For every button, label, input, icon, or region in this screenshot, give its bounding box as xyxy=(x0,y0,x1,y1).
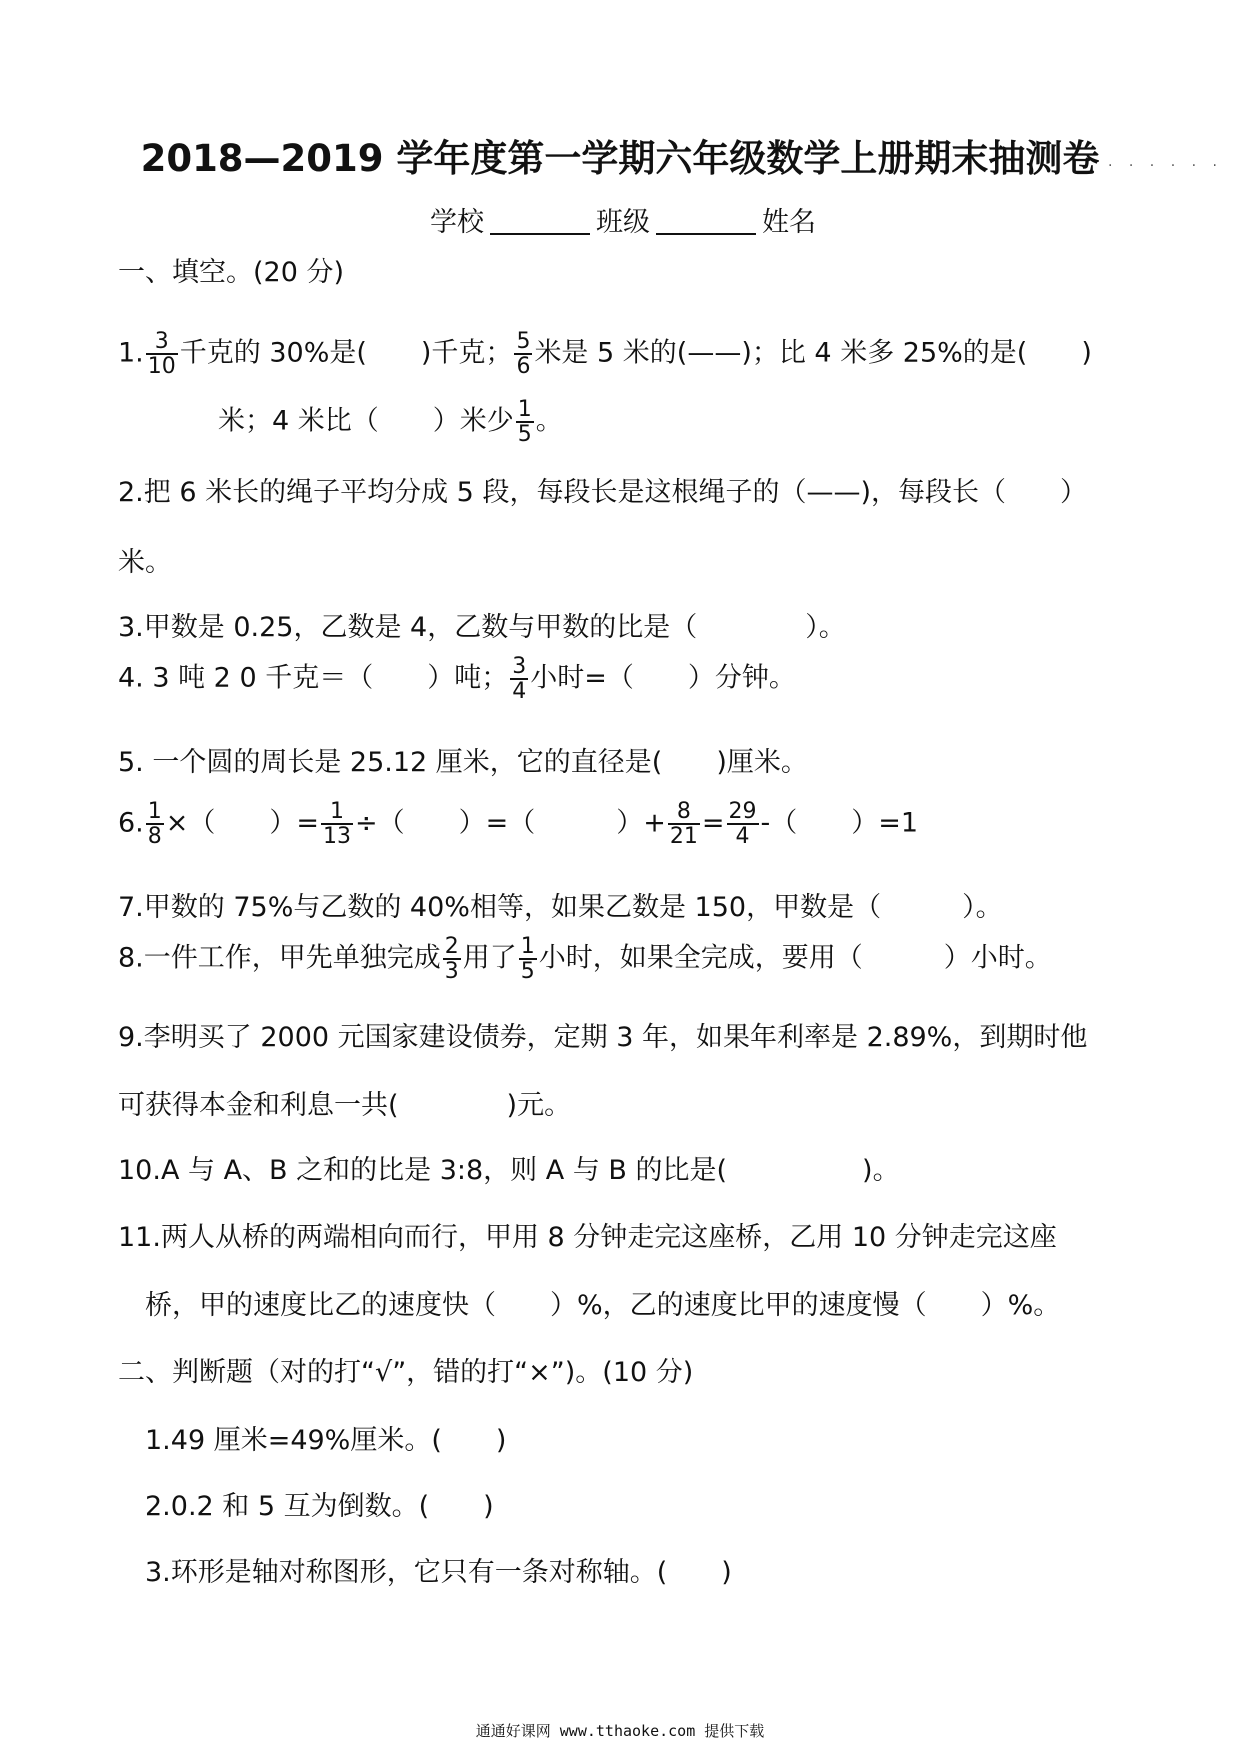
question-1-line1: 1. $\frac{3}{10}$ 千克的 30%是( )千克； $\frac{5}{6}$ 米是 5 米的(——)；比 4 米多 25%的是( ) xyxy=(118,329,1092,380)
section2-heading: 二、判断题（对的打“√”，错的打“×”)。(10 分) xyxy=(118,1357,694,1388)
fraction-5-6: $\frac{5}{6}$ xyxy=(516,329,531,380)
question-3: 3.甲数是 0.25，乙数是 4，乙数与甲数的比是（ ）。 xyxy=(118,612,846,643)
question-10: 10.A 与 A、B 之和的比是 3:8，则 A 与 B 的比是( )。 xyxy=(118,1155,900,1186)
fraction-1-8: $\frac{1}{8}$ xyxy=(147,799,162,850)
judgement-3: 3.环形是轴对称图形，它只有一条对称轴。( ) xyxy=(145,1557,732,1588)
question-4: 4. 3 吨 2 0 千克＝（ ）吨； $\frac{3}{4}$ 小时=（ ）分钟。 xyxy=(118,654,796,705)
page-title: 2018—2019 学年度第一学期六年级数学上册期末抽测卷 xyxy=(140,137,1100,180)
question-11-line2: 桥，甲的速度比乙的速度快（ ）%，乙的速度比甲的速度慢（ ）%。 xyxy=(145,1290,1061,1321)
student-info xyxy=(430,200,816,239)
judgement-2: 2.0.2 和 5 互为倒数。( ) xyxy=(145,1491,494,1522)
fraction-8-21: $\frac{8}{21}$ xyxy=(669,799,698,850)
question-7: 7.甲数的 75%与乙数的 40%相等，如果乙数是 150，甲数是（ ）。 xyxy=(118,892,1003,923)
fraction-29-4: $\frac{29}{4}$ xyxy=(728,799,757,850)
footer-credit: 通通好课网 www.tthaoke.com 提供下载 xyxy=(475,1722,765,1740)
class-label: 班级 xyxy=(596,207,650,238)
question-11-line1: 11.两人从桥的两端相向而行，甲用 8 分钟走完这座桥，乙用 10 分钟走完这座 xyxy=(118,1222,1057,1253)
question-5: 5. 一个圆的周长是 25.12 厘米，它的直径是( )厘米。 xyxy=(118,747,808,778)
title-trail: · · · · · · xyxy=(1108,158,1223,174)
question-9-line1: 9.李明买了 2000 元国家建设债券，定期 3 年，如果年利率是 2.89%，到期时他 xyxy=(118,1022,1088,1053)
question-2-line2: 米。 xyxy=(118,547,172,578)
question-8: 8.一件工作，甲先单独完成 $\frac{2}{3}$ 用了 $\frac{1}{5}$ 小时，如果全完成，要用（ ）小时。 xyxy=(118,934,1052,985)
question-9-line2: 可获得本金和利息一共( )元。 xyxy=(118,1090,572,1121)
fraction-1-5b: $\frac{1}{5}$ xyxy=(520,934,535,985)
class-blank xyxy=(656,209,756,235)
section1-heading: 一、填空。(20 分) xyxy=(118,257,345,288)
judgement-1: 1.49 厘米=49%厘米。( ) xyxy=(145,1425,507,1456)
fraction-1-5: $\frac{1}{5}$ xyxy=(517,397,532,448)
fraction-2-3: $\frac{2}{3}$ xyxy=(444,934,459,985)
fraction-3-4: $\frac{3}{4}$ xyxy=(512,654,527,705)
question-2-line1: 2.把 6 米长的绳子平均分成 5 段，每段长是这根绳子的（——)，每段长（ ） xyxy=(118,477,1087,508)
school-label: 学校 xyxy=(430,207,484,238)
fraction-1-13: $\frac{1}{13}$ xyxy=(323,799,352,850)
question-1-line2: 米；4 米比（ ）米少 $\frac{1}{5}$ 。 xyxy=(218,397,563,448)
question-6: 6. $\frac{1}{8}$ ×（ ）= $\frac{1}{13}$ ÷（ ）=（ ）+ $\frac{8}{21}$ = $\frac{29}{4}$ -（ ）=1 xyxy=(118,799,919,850)
name-label: 姓名 xyxy=(762,207,816,238)
school-blank xyxy=(490,209,590,235)
fraction-3-10: $\frac{3}{10}$ xyxy=(147,329,176,380)
